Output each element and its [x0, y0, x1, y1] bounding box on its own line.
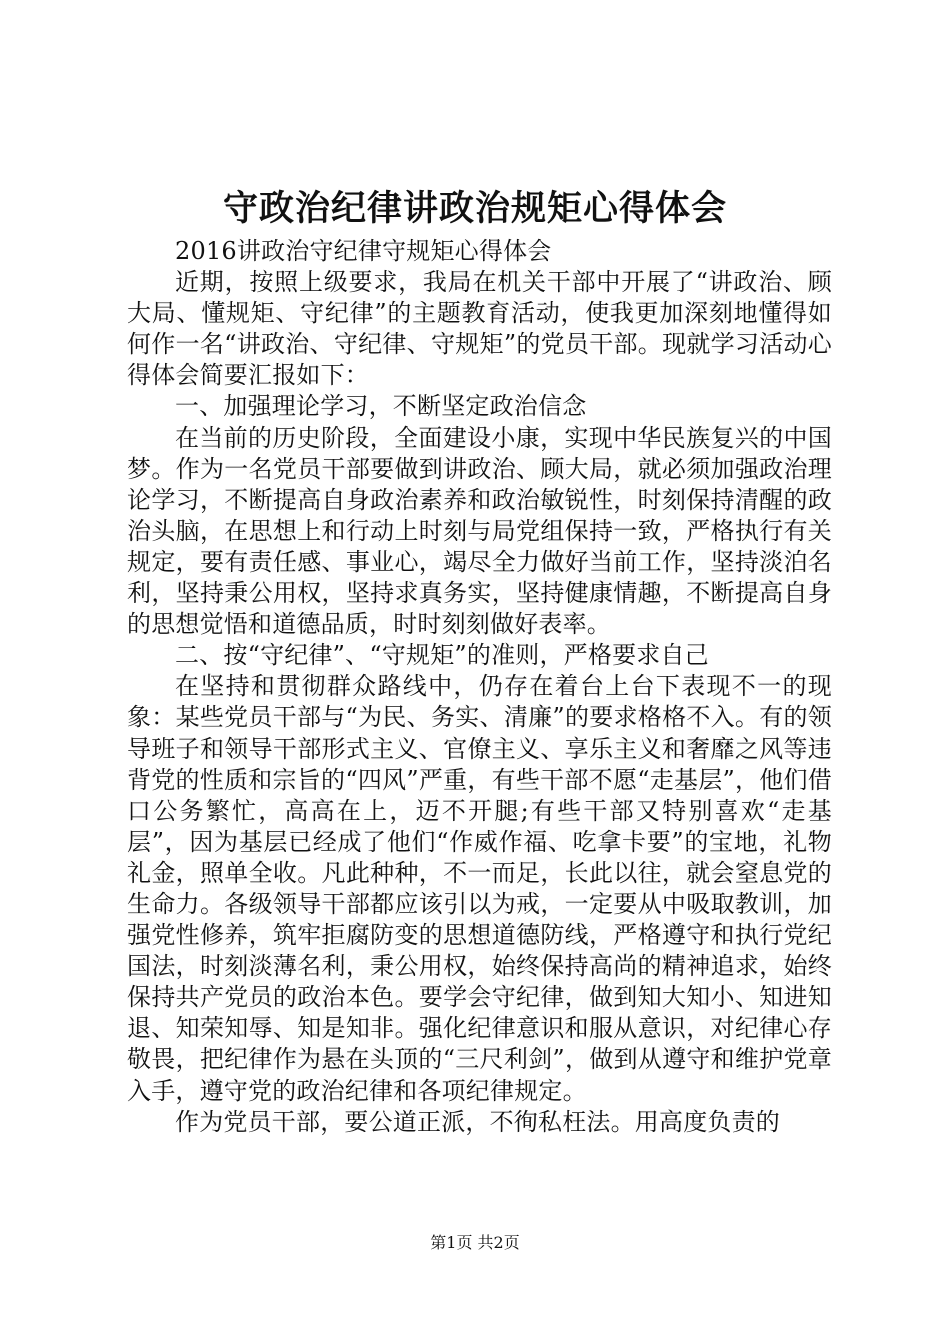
- intro-paragraph: 近期，按照上级要求，我局在机关干部中开展了“讲政治、顾大局、懂规矩、守纪律”的主题教育活动，使我更加深刻地懂得如何作一名“讲政治、守纪律、守规矩”的党员干部。现就学习活动心得体会简要汇报如下：: [127, 268, 832, 390]
- section-heading-2: 二、按“守纪律”、“守规矩”的准则，严格要求自己: [175, 641, 709, 670]
- page-footer: 第1页 共2页: [430, 1233, 520, 1252]
- subtitle-paragraph: 2016讲政治守纪律守规矩心得体会: [175, 237, 552, 265]
- section-heading-1: 一、加强理论学习，不断坚定政治信念: [175, 392, 587, 421]
- document-title: 守政治纪律讲政治规矩心得体会: [222, 188, 727, 229]
- body-paragraph: 在当前的历史阶段，全面建设小康，实现中华民族复兴的中国梦。作为一名党员干部要做到讲政治、顾大局，就必须加强政治理论学习，不断提高自身政治素养和政治敏锐性，时刻保持清醒的政治头脑，在思想上和行动上时刻与局党组保持一致，严格执行有关规定，要有责任感、事业心，竭尽全力做好当前工作，坚持淡泊名利，坚持秉公用权，坚持求真务实，坚持健康情趣，不断提高自身的思想觉悟和道德品质，时时刻刻做好表率。: [127, 423, 832, 639]
- body-paragraph: 作为党员干部，要公道正派，不徇私枉法。用高度负责的: [175, 1107, 780, 1136]
- body-paragraph: 在坚持和贯彻群众路线中，仍存在着台上台下表现不一的现象：某些党员干部与“为民、务实、清廉”的要求格格不入。有的领导班子和领导干部形式主义、官僚主义、享乐主义和奢靡之风等违背党的性质和宗旨的“四风”严重，有些干部不愿“走基层”，他们借口公务繁忙，高高在上，迈不开腿;有些干部又特别喜欢“走基层”，因为基层已经成了他们“作威作福、吃拿卡要”的宝地，礼物礼金，照单全收。凡此种种，不一而足，长此以往，就会窒息党的生命力。各级领导干部都应该引以为戒，一定要从中吸取教训，加强党性修养，筑牢拒腐防变的思想道德防线，严格遵守和执行党纪国法，时刻淡薄名利，秉公用权，始终保持高尚的精神追求，始终保持共产党员的政治本色。要学会守纪律，做到知大知小、知进知退、知荣知辱、知是知非。强化纪律意识和服从意识，对纪律心存敬畏，把纪律作为悬在头顶的“三尺利剑”，做到从遵守和维护党章入手，遵守党的政治纪律和各项纪律规定。: [127, 672, 832, 1105]
- document-body: [127, 236, 832, 1138]
